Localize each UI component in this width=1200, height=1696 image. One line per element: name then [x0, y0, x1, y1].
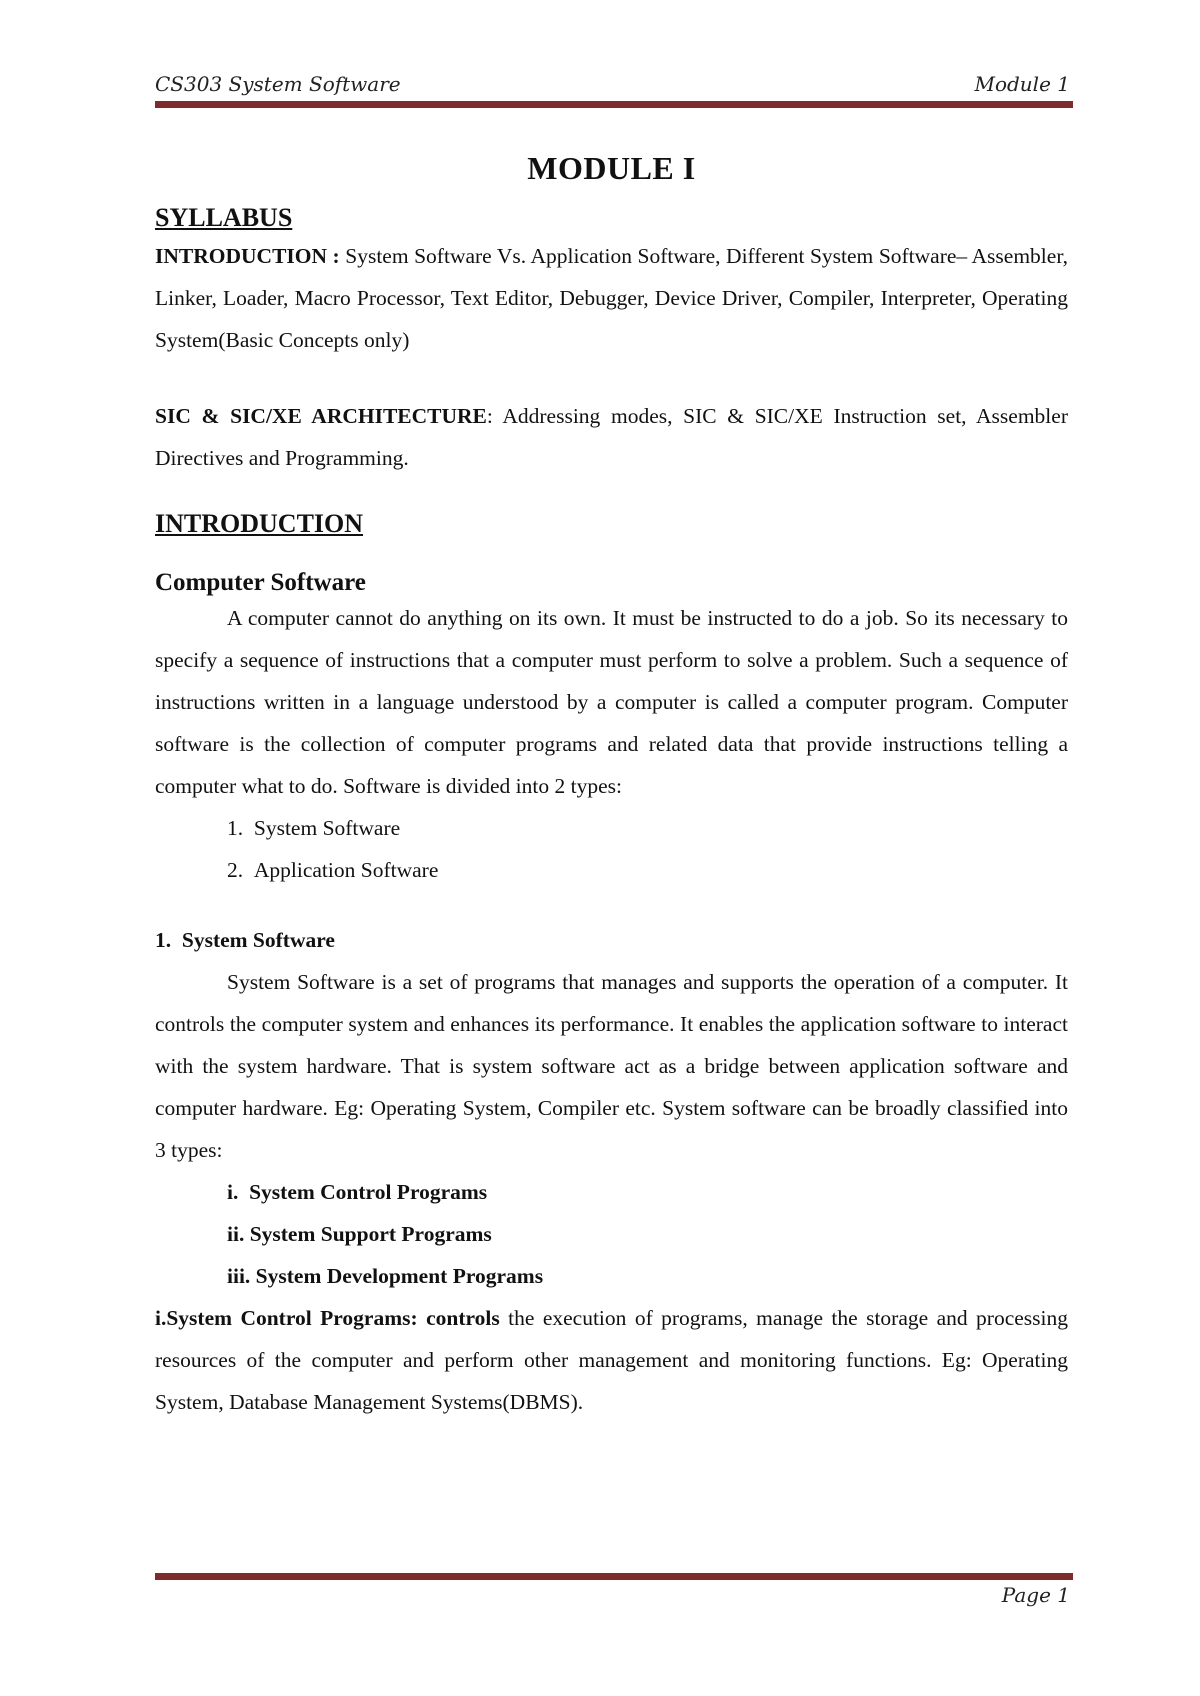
- page-header: [155, 72, 1070, 96]
- document-body: [155, 140, 1068, 1423]
- syllabus-sic: [155, 395, 1068, 479]
- list-item: 1. System Software: [227, 816, 401, 840]
- computer-software-paragraph: A computer cannot do anything on its own. It must be instructed to do a job. So its necessary to specify a sequence of instructions that a computer must perform to solve a problem. Such a sequence of instructions written in a language understood by a computer is called a computer program. Computer software is the collection of computer programs and related data that provide instructions telling a computer what to do. Software is divided into 2 types:: [155, 606, 1068, 798]
- list-item: 2. Application Software: [227, 858, 439, 882]
- system-software-paragraph: System Software is a set of programs that manages and supports the operation of a computer. It controls the computer system and enhances its performance. It enables the application software to interact with the system hardware. That is system software act as a bridge between application software and computer hardware. Eg: Operating System, Compiler etc. System software can be broadly classified into 3 types:: [155, 970, 1068, 1162]
- system-control-programs: [155, 1297, 1068, 1423]
- footer-rule: [155, 1573, 1073, 1580]
- system-software-classes: [155, 1171, 1068, 1297]
- syllabus-sic-label: SIC & SIC/XE ARCHITECTURE: [155, 404, 487, 428]
- header-module: Module 1: [974, 72, 1070, 96]
- introduction-heading: INTRODUCTION: [155, 509, 364, 538]
- syllabus-intro-label: INTRODUCTION :: [155, 244, 340, 268]
- control-text: the execution of programs, manage the storage and processing resources of the computer and perform other management and monitoring functions. Eg: Operating System, Database Management Systems(DBMS).: [155, 1306, 1068, 1414]
- control-label: i.System Control Programs: controls: [155, 1306, 500, 1330]
- list-item: ii. System Support Programs: [227, 1222, 492, 1246]
- software-types-list: [155, 807, 1068, 891]
- list-item: i. System Control Programs: [227, 1180, 488, 1204]
- system-software-heading: 1. System Software: [155, 928, 335, 952]
- syllabus-heading: SYLLABUS: [155, 203, 293, 232]
- computer-software-heading: Computer Software: [155, 569, 366, 596]
- list-item: iii. System Development Programs: [227, 1264, 544, 1288]
- page-title: MODULE I: [527, 150, 696, 186]
- syllabus-intro-text: System Software Vs. Application Software, Different System Software– Assembler, Linker, Loader, Macro Processor, Text Editor, Debugger, Device Driver, Compiler, Interpreter, Operating System(Basic Concepts only): [155, 244, 1068, 352]
- header-rule: [155, 101, 1073, 108]
- page-number: Page 1: [1001, 1583, 1070, 1607]
- syllabus-introduction: [155, 235, 1068, 361]
- syllabus-sic-text: : Addressing modes, SIC & SIC/XE Instruction set, Assembler Directives and Programming.: [155, 404, 1068, 470]
- header-course: CS303 System Software: [155, 72, 401, 96]
